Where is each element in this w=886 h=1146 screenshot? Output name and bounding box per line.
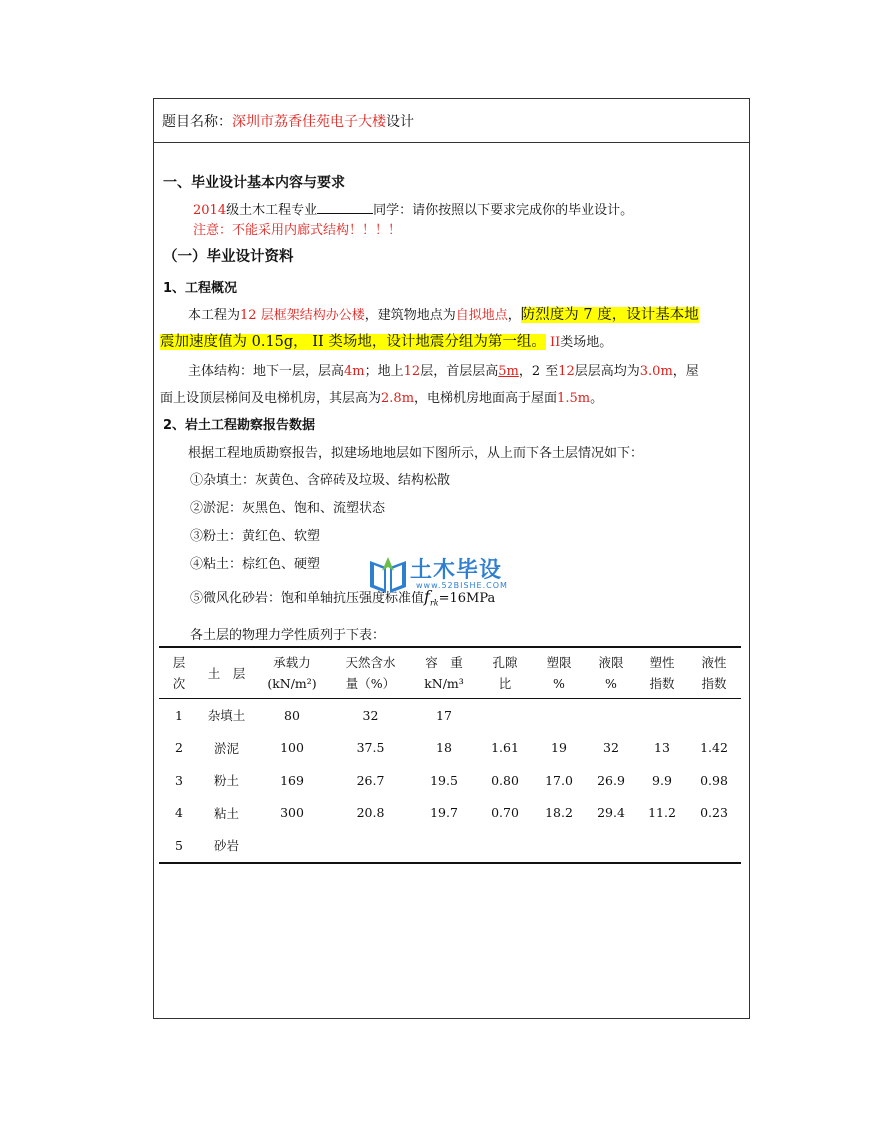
ov-text: ，建筑物地点为 — [364, 308, 456, 323]
ov-class: II — [545, 335, 561, 350]
intro-major: 级土木工程专业 — [226, 203, 318, 218]
frk-symbol: f — [424, 587, 430, 606]
table-cell — [687, 829, 741, 863]
structure-line-1 — [188, 360, 699, 379]
soil-properties-table — [159, 646, 741, 864]
title-row — [154, 99, 749, 143]
table-cell: 淤泥 — [213, 740, 239, 756]
ov-site: 自拟地点 — [455, 308, 508, 323]
table-cell: 1 — [175, 707, 183, 723]
header-cell: 孔隙 比 — [477, 647, 533, 699]
table-cell — [585, 699, 637, 732]
table-cell: 0.23 — [700, 805, 728, 821]
ov-structure: 12 层框架结构办公楼 — [240, 308, 365, 323]
table-cell: 粉土 — [213, 773, 239, 789]
frk-subscript: rk — [429, 598, 439, 608]
logo-name: 土木毕设 — [410, 558, 503, 583]
table-cell — [254, 829, 330, 863]
table-cell: 5 — [175, 837, 183, 853]
table-cell: 19.7 — [430, 805, 458, 821]
table-cell — [477, 699, 533, 732]
table-cell: 4 — [175, 805, 183, 821]
title-tail: 设计 — [386, 114, 414, 130]
st-text: 层层高均为 — [574, 364, 640, 379]
table-cell: 32 — [362, 707, 379, 723]
table-cell: 杂填土 — [207, 708, 246, 724]
st-value: 4m — [344, 364, 365, 379]
table-cell — [411, 829, 477, 863]
table-cell: 169 — [280, 772, 304, 788]
table-cell — [637, 699, 687, 732]
header-cell: 天然含水 量（%） — [330, 647, 411, 699]
section-heading: 一、毕业设计基本内容与要求 — [163, 175, 345, 191]
table-cell: 100 — [280, 740, 304, 756]
table-cell: 26.7 — [356, 772, 385, 788]
title-name: 深圳市荔香佳苑电子大楼 — [232, 114, 386, 130]
table-cell: 18 — [436, 740, 452, 756]
table-cell: 0.98 — [700, 772, 728, 788]
header-cell: 容 重 kN/m³ — [411, 647, 477, 699]
table-cell: 砂岩 — [213, 838, 239, 854]
st-text: 层，首层层高 — [420, 364, 499, 379]
soil-layer-2: ②淤泥：灰黑色、饱和、流塑状态 — [190, 501, 386, 516]
watermark-logo — [366, 555, 526, 603]
table-cell: 11.2 — [648, 805, 676, 821]
overview-line-1 — [188, 303, 699, 324]
intro-grade: 2014 — [193, 203, 227, 218]
table-cell: 300 — [280, 805, 304, 821]
soil-layer-4: ④粘土：棕红色、硬塑 — [190, 557, 321, 572]
item2-heading: 2、岩土工程勘察报告数据 — [163, 418, 316, 433]
subsection-heading: （一）毕业设计资料 — [163, 249, 294, 265]
st-value: 5m — [498, 364, 519, 379]
header-cell: 液性 指数 — [687, 647, 741, 699]
table-row — [159, 764, 741, 797]
table-cell: 0.80 — [491, 772, 519, 788]
table-cell: 3 — [175, 772, 183, 788]
project-title — [162, 111, 414, 131]
header-cell: 层 次 — [159, 647, 199, 699]
table-cell — [330, 829, 411, 863]
table-cell: 粘土 — [213, 805, 239, 821]
table-cell: 32 — [603, 740, 619, 756]
structure-line-2 — [160, 387, 603, 406]
ov-text: 类场地。 — [560, 335, 613, 350]
st-value: 12 — [558, 364, 575, 379]
st-text: ，2 至 — [518, 364, 559, 379]
table-cell: 17.0 — [545, 772, 573, 788]
table-cell: 26.9 — [597, 772, 625, 788]
table-header-row — [159, 647, 741, 699]
table-cell: 1.61 — [491, 740, 519, 756]
table-cell: 29.4 — [597, 805, 625, 821]
table-cell — [533, 699, 585, 732]
st-value: 1.5m — [557, 391, 591, 406]
table-cell: 2 — [175, 740, 183, 756]
overview-line-2 — [160, 330, 612, 351]
table-cell: 19 — [551, 740, 567, 756]
item1-heading: 1、工程概况 — [163, 281, 238, 296]
table-cell: 20.8 — [356, 805, 385, 821]
st-text: 面上设顶层梯间及电梯机房，其层高为 — [160, 391, 382, 406]
book-icon — [366, 555, 410, 595]
table-cell: 80 — [284, 707, 300, 723]
title-label: 题目名称： — [162, 114, 232, 130]
table-cell: 9.9 — [652, 772, 672, 788]
header-cell: 土 层 — [199, 647, 254, 699]
ov-highlight-1: 防烈度为 7 度，设计基本地 — [520, 307, 699, 323]
st-text: 主体结构：地下一层，层高 — [188, 364, 345, 379]
table-row — [159, 699, 741, 732]
st-value: 3.0m — [639, 364, 673, 379]
intro-line — [193, 199, 633, 218]
table-row — [159, 829, 741, 863]
geology-intro: 根据工程地质勘察报告，拟建场地地层如下图所示，从上而下各土层情况如下： — [188, 446, 644, 461]
st-text: ；地上 — [364, 364, 404, 379]
header-cell: 塑性 指数 — [637, 647, 687, 699]
table-cell: 1.42 — [700, 740, 728, 756]
table-cell: 18.2 — [545, 805, 573, 821]
table-cell: 37.5 — [356, 740, 385, 756]
st-text: ，屋 — [672, 364, 699, 379]
ov-highlight-2: 震加速度值为 0.15g， II 类场地，设计地震分组为第一组。 — [160, 334, 546, 350]
ov-text: ， — [507, 308, 521, 323]
note-text: 注意：不能采用内廊式结构！！！！ — [193, 223, 402, 238]
table-cell: 0.70 — [491, 805, 519, 821]
st-value: 2.8m — [381, 391, 415, 406]
table-cell — [585, 829, 637, 863]
table-cell — [477, 829, 533, 863]
table-cell — [533, 829, 585, 863]
table-intro: 各土层的物理力学性质列于下表： — [190, 628, 386, 643]
ov-text: 本工程为 — [188, 308, 241, 323]
frk-value: =16MPa — [438, 591, 496, 606]
st-text: ，电梯机房地面高于屋面 — [414, 391, 558, 406]
table-cell: 13 — [654, 740, 670, 756]
header-cell: 塑限 % — [533, 647, 585, 699]
table-cell — [687, 699, 741, 732]
table-row — [159, 797, 741, 830]
header-cell: 液限 % — [585, 647, 637, 699]
header-cell: 承载力 (kN/m²) — [254, 647, 330, 699]
intro-after: 同学：请你按照以下要求完成你的毕业设计。 — [373, 203, 634, 218]
table-cell — [637, 829, 687, 863]
st-text: 。 — [590, 391, 604, 406]
table-cell: 17 — [436, 707, 452, 723]
st-value: 12 — [403, 364, 421, 379]
soil-layer-1: ①杂填土：灰黄色、含碎砖及垃圾、结构松散 — [190, 473, 451, 488]
logo-url: www.52BISHE.COM — [416, 581, 508, 590]
layer5-text: ⑤微风化砂岩：饱和单轴抗压强度标准值 — [190, 591, 425, 606]
name-blank — [317, 201, 373, 214]
soil-layer-3: ③粉土：黄红色、软塑 — [190, 529, 321, 544]
table-cell: 19.5 — [430, 772, 458, 788]
table-row — [159, 732, 741, 765]
